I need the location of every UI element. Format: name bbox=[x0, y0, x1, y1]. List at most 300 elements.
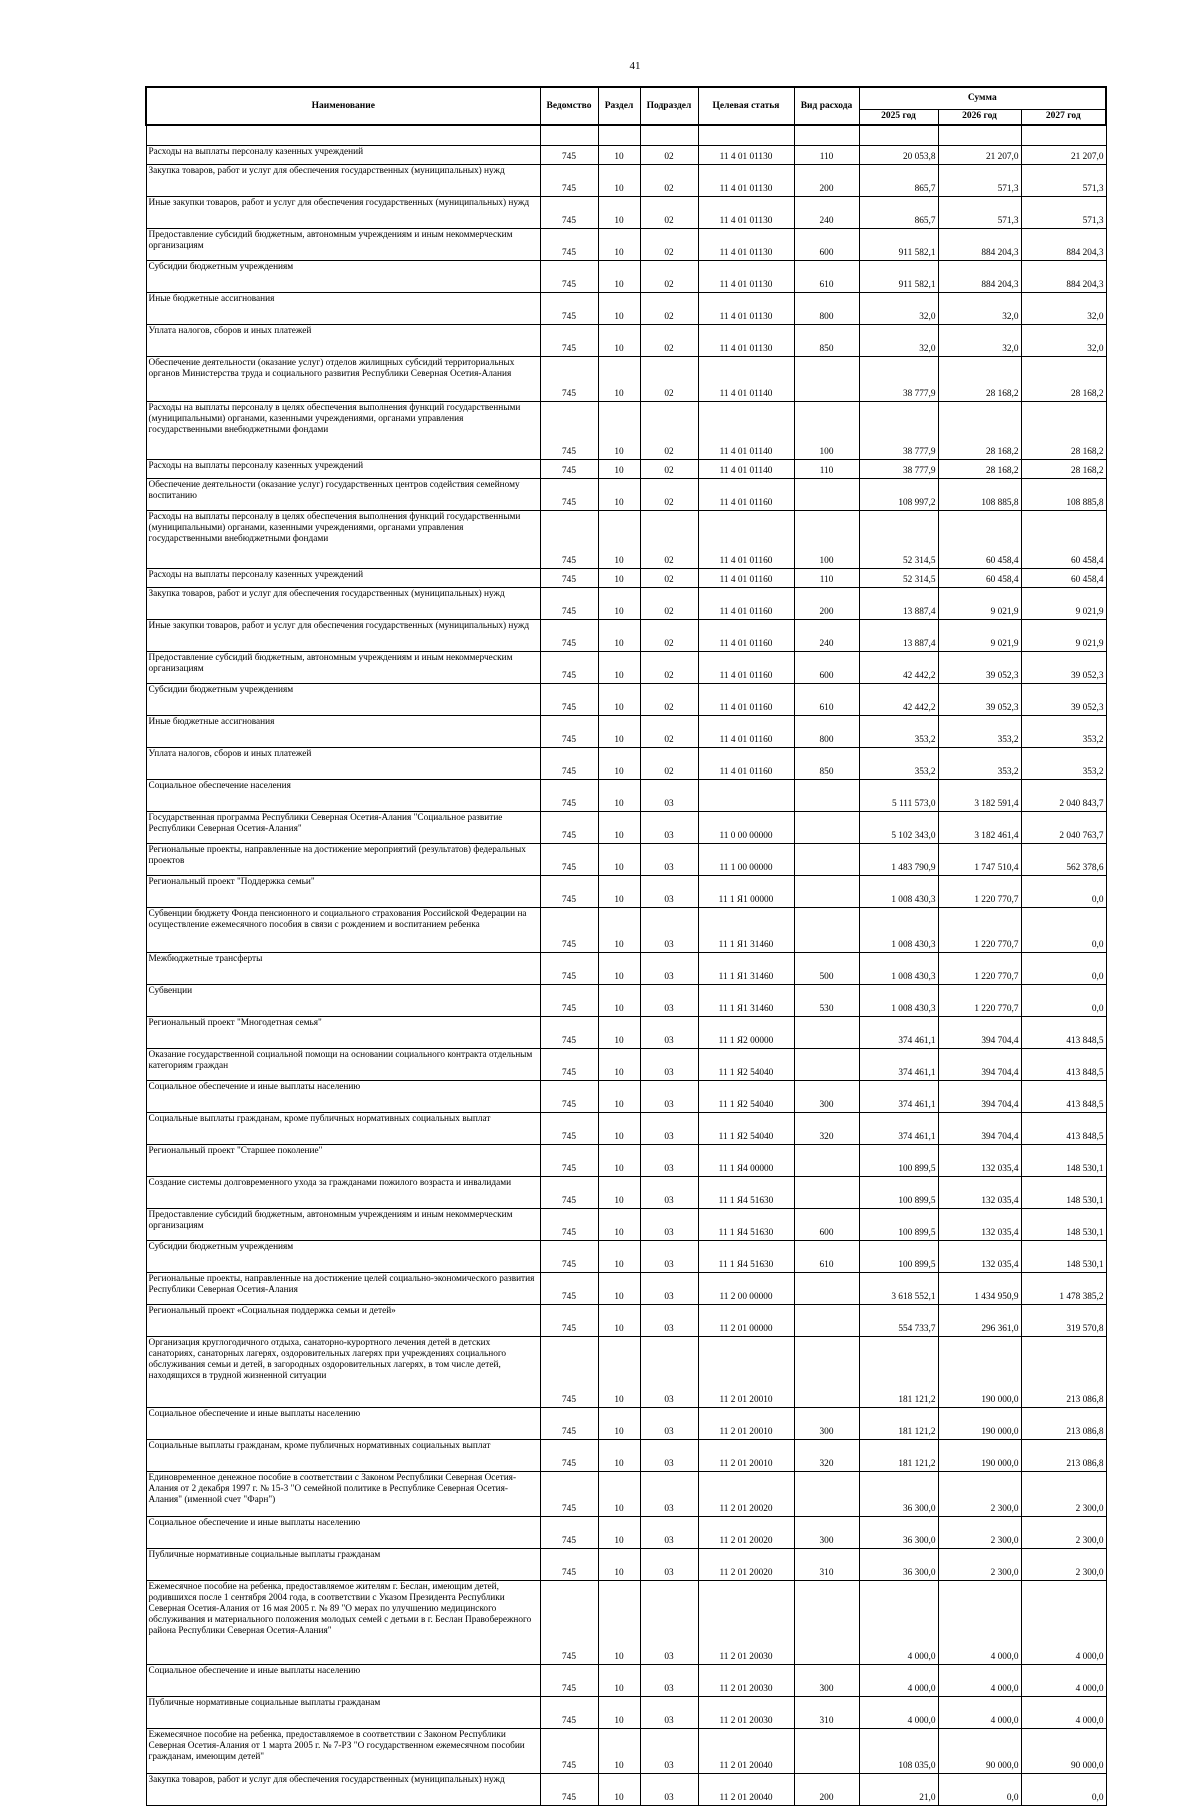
table-row bbox=[146, 1440, 1106, 1472]
row-2025: 374 461,1 bbox=[859, 1017, 938, 1049]
row-ved: 745 bbox=[540, 1273, 598, 1305]
row-razdel: 10 bbox=[598, 293, 640, 325]
row-2025: 1 008 430,3 bbox=[859, 876, 938, 908]
row-razdel: 10 bbox=[598, 1273, 640, 1305]
row-2027: 28 168,2 bbox=[1021, 402, 1106, 460]
row-2026: 28 168,2 bbox=[938, 357, 1021, 402]
row-cel: 11 4 01 01140 bbox=[698, 460, 794, 479]
row-podrazdel: 02 bbox=[640, 402, 698, 460]
table-row bbox=[146, 357, 1106, 402]
row-cel: 11 4 01 01130 bbox=[698, 293, 794, 325]
table-row bbox=[146, 1177, 1106, 1209]
row-2027: 4 000,0 bbox=[1021, 1665, 1106, 1697]
row-2025: 108 997,2 bbox=[859, 479, 938, 511]
row-ved: 745 bbox=[540, 620, 598, 652]
row-cel: 11 4 01 01160 bbox=[698, 652, 794, 684]
row-podrazdel: 03 bbox=[640, 1273, 698, 1305]
row-vid: 200 bbox=[794, 588, 859, 620]
table-row bbox=[146, 1774, 1106, 1806]
row-vid bbox=[794, 1337, 859, 1408]
row-cel: 11 4 01 01130 bbox=[698, 146, 794, 165]
header-year-2027: 2027 год bbox=[1021, 109, 1106, 125]
table-row bbox=[146, 1049, 1106, 1081]
row-vid: 850 bbox=[794, 748, 859, 780]
row-2027: 148 530,1 bbox=[1021, 1177, 1106, 1209]
row-2025: 38 777,9 bbox=[859, 402, 938, 460]
row-2027: 28 168,2 bbox=[1021, 357, 1106, 402]
row-razdel: 10 bbox=[598, 1049, 640, 1081]
row-ved: 745 bbox=[540, 165, 598, 197]
row-vid: 200 bbox=[794, 165, 859, 197]
row-2025: 36 300,0 bbox=[859, 1472, 938, 1517]
row-podrazdel: 02 bbox=[640, 652, 698, 684]
row-cel: 11 2 01 20020 bbox=[698, 1517, 794, 1549]
row-vid: 110 bbox=[794, 460, 859, 479]
table-row bbox=[146, 985, 1106, 1017]
row-2027: 148 530,1 bbox=[1021, 1145, 1106, 1177]
row-podrazdel: 03 bbox=[640, 908, 698, 953]
row-razdel: 10 bbox=[598, 1177, 640, 1209]
table-row bbox=[146, 953, 1106, 985]
row-name: Уплата налогов, сборов и иных платежей bbox=[146, 748, 540, 780]
row-2027: 353,2 bbox=[1021, 748, 1106, 780]
row-cel: 11 0 00 00000 bbox=[698, 812, 794, 844]
table-row bbox=[146, 812, 1106, 844]
row-cel: 11 2 01 20010 bbox=[698, 1408, 794, 1440]
row-2025: 353,2 bbox=[859, 748, 938, 780]
row-razdel: 10 bbox=[598, 1774, 640, 1806]
row-name: Расходы на выплаты персоналу в целях обеспечения выполнения функций государственными (муниципальными) органами, казенными учреждениями, органами управления государственными внебюджетными фондами bbox=[146, 402, 540, 460]
row-razdel: 10 bbox=[598, 1081, 640, 1113]
table-row bbox=[146, 1145, 1106, 1177]
row-name: Предоставление субсидий бюджетным, автономным учреждениям и иным некоммерческим организациям bbox=[146, 652, 540, 684]
row-name: Субсидии бюджетным учреждениям bbox=[146, 261, 540, 293]
row-ved: 745 bbox=[540, 1517, 598, 1549]
row-ved: 745 bbox=[540, 876, 598, 908]
row-name: Обеспечение деятельности (оказание услуг) государственных центров содействия семейному воспитанию bbox=[146, 479, 540, 511]
row-razdel: 10 bbox=[598, 620, 640, 652]
row-2025: 38 777,9 bbox=[859, 357, 938, 402]
row-razdel: 10 bbox=[598, 402, 640, 460]
row-razdel: 10 bbox=[598, 1665, 640, 1697]
row-2026: 60 458,4 bbox=[938, 569, 1021, 588]
header-ved: Ведомство bbox=[540, 87, 598, 125]
row-ved: 745 bbox=[540, 1581, 598, 1665]
row-podrazdel: 03 bbox=[640, 1017, 698, 1049]
row-vid: 800 bbox=[794, 716, 859, 748]
table-row bbox=[146, 1113, 1106, 1145]
row-ved: 745 bbox=[540, 985, 598, 1017]
row-name: Социальное обеспечение и иные выплаты населению bbox=[146, 1517, 540, 1549]
row-ved: 745 bbox=[540, 261, 598, 293]
row-cel: 11 1 Я2 00000 bbox=[698, 1017, 794, 1049]
row-2027: 2 300,0 bbox=[1021, 1472, 1106, 1517]
row-2027: 0,0 bbox=[1021, 985, 1106, 1017]
row-name: Публичные нормативные социальные выплаты гражданам bbox=[146, 1549, 540, 1581]
row-2025: 374 461,1 bbox=[859, 1113, 938, 1145]
row-vid bbox=[794, 1472, 859, 1517]
header-summa: Сумма bbox=[859, 87, 1106, 109]
table-row bbox=[146, 1697, 1106, 1729]
row-ved: 745 bbox=[540, 229, 598, 261]
row-razdel: 10 bbox=[598, 985, 640, 1017]
row-cel: 11 1 Я2 54040 bbox=[698, 1081, 794, 1113]
row-2026: 132 035,4 bbox=[938, 1241, 1021, 1273]
row-2027: 28 168,2 bbox=[1021, 460, 1106, 479]
row-name: Расходы на выплаты персоналу казенных учреждений bbox=[146, 460, 540, 479]
table-row bbox=[146, 146, 1106, 165]
page-number: 41 bbox=[629, 60, 641, 72]
row-2027: 1 478 385,2 bbox=[1021, 1273, 1106, 1305]
row-2025: 36 300,0 bbox=[859, 1549, 938, 1581]
row-name: Расходы на выплаты персоналу казенных учреждений bbox=[146, 569, 540, 588]
row-2027: 413 848,5 bbox=[1021, 1113, 1106, 1145]
row-ved: 745 bbox=[540, 588, 598, 620]
row-cel: 11 4 01 01160 bbox=[698, 588, 794, 620]
row-vid: 600 bbox=[794, 1209, 859, 1241]
row-name: Региональные проекты, направленные на достижение целей социально-экономического развития Республики Северная Осетия-Алания bbox=[146, 1273, 540, 1305]
row-2026: 190 000,0 bbox=[938, 1440, 1021, 1472]
row-podrazdel: 02 bbox=[640, 620, 698, 652]
table-row bbox=[146, 1017, 1106, 1049]
row-2026: 1 747 510,4 bbox=[938, 844, 1021, 876]
row-2027: 213 086,8 bbox=[1021, 1408, 1106, 1440]
row-2025: 4 000,0 bbox=[859, 1581, 938, 1665]
table-row bbox=[146, 748, 1106, 780]
row-podrazdel: 03 bbox=[640, 985, 698, 1017]
table-row bbox=[146, 1549, 1106, 1581]
row-ved: 745 bbox=[540, 402, 598, 460]
row-podrazdel: 02 bbox=[640, 261, 698, 293]
row-name: Социальные выплаты гражданам, кроме публичных нормативных социальных выплат bbox=[146, 1113, 540, 1145]
table-row bbox=[146, 325, 1106, 357]
row-vid: 310 bbox=[794, 1549, 859, 1581]
row-2027: 32,0 bbox=[1021, 293, 1106, 325]
row-razdel: 10 bbox=[598, 908, 640, 953]
row-2026: 32,0 bbox=[938, 293, 1021, 325]
table-row bbox=[146, 684, 1106, 716]
row-2025: 3 618 552,1 bbox=[859, 1273, 938, 1305]
row-vid: 110 bbox=[794, 569, 859, 588]
table-row bbox=[146, 1241, 1106, 1273]
row-2026: 21 207,0 bbox=[938, 146, 1021, 165]
row-cel: 11 2 01 00000 bbox=[698, 1305, 794, 1337]
row-ved: 745 bbox=[540, 1241, 598, 1273]
table-row bbox=[146, 1209, 1106, 1241]
row-2026: 32,0 bbox=[938, 325, 1021, 357]
table-row bbox=[146, 716, 1106, 748]
row-cel: 11 1 Я4 00000 bbox=[698, 1145, 794, 1177]
row-podrazdel: 02 bbox=[640, 325, 698, 357]
table-row bbox=[146, 1408, 1106, 1440]
header-razdel: Раздел bbox=[598, 87, 640, 125]
row-2026: 571,3 bbox=[938, 165, 1021, 197]
row-ved: 745 bbox=[540, 511, 598, 569]
row-ved: 745 bbox=[540, 748, 598, 780]
row-vid: 500 bbox=[794, 953, 859, 985]
row-razdel: 10 bbox=[598, 1113, 640, 1145]
row-ved: 745 bbox=[540, 1729, 598, 1774]
table-row bbox=[146, 1581, 1106, 1665]
row-2026: 296 361,0 bbox=[938, 1305, 1021, 1337]
row-name: Социальные выплаты гражданам, кроме публичных нормативных социальных выплат bbox=[146, 1440, 540, 1472]
row-vid: 800 bbox=[794, 293, 859, 325]
row-name: Социальное обеспечение и иные выплаты населению bbox=[146, 1665, 540, 1697]
row-2025: 1 008 430,3 bbox=[859, 908, 938, 953]
row-cel: 11 2 01 20010 bbox=[698, 1337, 794, 1408]
row-vid: 240 bbox=[794, 620, 859, 652]
row-name: Субвенции bbox=[146, 985, 540, 1017]
row-name: Субсидии бюджетным учреждениям bbox=[146, 1241, 540, 1273]
row-ved: 745 bbox=[540, 1209, 598, 1241]
row-cel: 11 1 Я2 54040 bbox=[698, 1113, 794, 1145]
row-ved: 745 bbox=[540, 1177, 598, 1209]
row-2026: 190 000,0 bbox=[938, 1408, 1021, 1440]
row-razdel: 10 bbox=[598, 1305, 640, 1337]
row-ved: 745 bbox=[540, 293, 598, 325]
row-vid bbox=[794, 812, 859, 844]
row-razdel: 10 bbox=[598, 1517, 640, 1549]
table-row bbox=[146, 1305, 1106, 1337]
row-vid: 610 bbox=[794, 1241, 859, 1273]
row-2025: 554 733,7 bbox=[859, 1305, 938, 1337]
row-2027: 319 570,8 bbox=[1021, 1305, 1106, 1337]
row-podrazdel: 03 bbox=[640, 953, 698, 985]
row-cel: 11 4 01 01160 bbox=[698, 684, 794, 716]
table-row bbox=[146, 908, 1106, 953]
row-vid: 100 bbox=[794, 402, 859, 460]
table-row bbox=[146, 261, 1106, 293]
row-podrazdel: 02 bbox=[640, 460, 698, 479]
row-vid bbox=[794, 876, 859, 908]
row-podrazdel: 03 bbox=[640, 1517, 698, 1549]
row-cel: 11 2 00 00000 bbox=[698, 1273, 794, 1305]
row-ved: 745 bbox=[540, 325, 598, 357]
row-ved: 745 bbox=[540, 1440, 598, 1472]
row-razdel: 10 bbox=[598, 844, 640, 876]
row-name: Иные закупки товаров, работ и услуг для обеспечения государственных (муниципальных) нужд bbox=[146, 620, 540, 652]
row-podrazdel: 03 bbox=[640, 876, 698, 908]
row-razdel: 10 bbox=[598, 357, 640, 402]
row-ved: 745 bbox=[540, 1145, 598, 1177]
row-2025: 52 314,5 bbox=[859, 569, 938, 588]
row-2027: 884 204,3 bbox=[1021, 229, 1106, 261]
row-2026: 394 704,4 bbox=[938, 1113, 1021, 1145]
row-ved: 745 bbox=[540, 146, 598, 165]
row-name: Межбюджетные трансферты bbox=[146, 953, 540, 985]
row-ved: 745 bbox=[540, 1697, 598, 1729]
row-2026: 4 000,0 bbox=[938, 1697, 1021, 1729]
row-2027: 9 021,9 bbox=[1021, 620, 1106, 652]
row-name: Государственная программа Республики Северная Осетия-Алания "Социальное развитие Республики Северная Осетия-Алания" bbox=[146, 812, 540, 844]
row-2027: 2 300,0 bbox=[1021, 1517, 1106, 1549]
row-podrazdel: 02 bbox=[640, 197, 698, 229]
row-razdel: 10 bbox=[598, 261, 640, 293]
table-row bbox=[146, 402, 1106, 460]
row-cel: 11 4 01 01160 bbox=[698, 748, 794, 780]
table-row bbox=[146, 652, 1106, 684]
row-cel: 11 1 00 00000 bbox=[698, 844, 794, 876]
row-cel: 11 4 01 01160 bbox=[698, 620, 794, 652]
row-podrazdel: 02 bbox=[640, 165, 698, 197]
row-vid bbox=[794, 1145, 859, 1177]
row-name: Единовременное денежное пособие в соответствии с Законом Республики Северная Осетия-Алания от 2 декабря 1997 г. № 15-3 "О семейной политике в Республике Северная Осетия-Алания" (именной счет "Фарн") bbox=[146, 1472, 540, 1517]
table-row bbox=[146, 1472, 1106, 1517]
row-name: Иные закупки товаров, работ и услуг для обеспечения государственных (муниципальных) нужд bbox=[146, 197, 540, 229]
row-name: Предоставление субсидий бюджетным, автономным учреждениям и иным некоммерческим организациям bbox=[146, 1209, 540, 1241]
row-razdel: 10 bbox=[598, 165, 640, 197]
row-cel: 11 4 01 01130 bbox=[698, 165, 794, 197]
row-cel: 11 2 01 20010 bbox=[698, 1440, 794, 1472]
table-row bbox=[146, 1273, 1106, 1305]
row-2026: 108 885,8 bbox=[938, 479, 1021, 511]
row-2027: 60 458,4 bbox=[1021, 569, 1106, 588]
row-razdel: 10 bbox=[598, 1581, 640, 1665]
row-2026: 1 220 770,7 bbox=[938, 953, 1021, 985]
row-2027: 90 000,0 bbox=[1021, 1729, 1106, 1774]
row-vid: 200 bbox=[794, 1774, 859, 1806]
row-2025: 5 111 573,0 bbox=[859, 780, 938, 812]
row-cel: 11 4 01 01130 bbox=[698, 261, 794, 293]
row-podrazdel: 03 bbox=[640, 1697, 698, 1729]
row-2026: 4 000,0 bbox=[938, 1665, 1021, 1697]
row-2025: 100 899,5 bbox=[859, 1177, 938, 1209]
row-2026: 394 704,4 bbox=[938, 1017, 1021, 1049]
row-name: Региональные проекты, направленные на достижение мероприятий (результатов) федеральных проектов bbox=[146, 844, 540, 876]
row-vid: 320 bbox=[794, 1113, 859, 1145]
row-2027: 4 000,0 bbox=[1021, 1697, 1106, 1729]
row-2027: 39 052,3 bbox=[1021, 684, 1106, 716]
row-2026: 394 704,4 bbox=[938, 1049, 1021, 1081]
row-podrazdel: 03 bbox=[640, 1241, 698, 1273]
row-razdel: 10 bbox=[598, 1440, 640, 1472]
row-podrazdel: 03 bbox=[640, 1581, 698, 1665]
row-ved: 745 bbox=[540, 357, 598, 402]
row-podrazdel: 03 bbox=[640, 1337, 698, 1408]
table-body bbox=[146, 125, 1106, 1806]
row-2025: 181 121,2 bbox=[859, 1440, 938, 1472]
row-2026: 39 052,3 bbox=[938, 684, 1021, 716]
row-vid: 300 bbox=[794, 1408, 859, 1440]
row-vid: 240 bbox=[794, 197, 859, 229]
row-ved: 745 bbox=[540, 1472, 598, 1517]
table-row bbox=[146, 197, 1106, 229]
row-razdel: 10 bbox=[598, 780, 640, 812]
row-name: Ежемесячное пособие на ребенка, предоставляемое жителям г. Беслан, имеющим детей, родившихся после 1 сентября 2004 года, в соответствии с Указом Президента Республики Северная Осетия-Алания от 16 мая 2005 г. № 89 "О мерах по улучшению медицинского обслуживания и материального положения молодых семей с детьми в г. Беслан Правобережного района Республики Северная Осетия-Алания" bbox=[146, 1581, 540, 1665]
row-2026: 190 000,0 bbox=[938, 1337, 1021, 1408]
row-name: Оказание государственной социальной помощи на основании социального контракта отдельным категориям граждан bbox=[146, 1049, 540, 1081]
row-ved: 745 bbox=[540, 1049, 598, 1081]
table-row bbox=[146, 844, 1106, 876]
row-podrazdel: 03 bbox=[640, 780, 698, 812]
row-podrazdel: 02 bbox=[640, 357, 698, 402]
row-cel: 11 2 01 20040 bbox=[698, 1729, 794, 1774]
row-vid: 300 bbox=[794, 1517, 859, 1549]
header-vid: Вид расхода bbox=[794, 87, 859, 125]
row-2027: 0,0 bbox=[1021, 908, 1106, 953]
row-ved: 745 bbox=[540, 569, 598, 588]
row-2025: 911 582,1 bbox=[859, 261, 938, 293]
row-cel: 11 4 01 01140 bbox=[698, 402, 794, 460]
row-2027: 4 000,0 bbox=[1021, 1581, 1106, 1665]
row-cel: 11 1 Я1 31460 bbox=[698, 953, 794, 985]
row-2025: 181 121,2 bbox=[859, 1337, 938, 1408]
row-ved: 745 bbox=[540, 652, 598, 684]
row-razdel: 10 bbox=[598, 684, 640, 716]
table-row bbox=[146, 588, 1106, 620]
row-2025: 5 102 343,0 bbox=[859, 812, 938, 844]
row-razdel: 10 bbox=[598, 1337, 640, 1408]
row-podrazdel: 03 bbox=[640, 1729, 698, 1774]
row-vid: 110 bbox=[794, 146, 859, 165]
row-2026: 2 300,0 bbox=[938, 1472, 1021, 1517]
row-2025: 20 053,8 bbox=[859, 146, 938, 165]
row-vid: 610 bbox=[794, 261, 859, 293]
header-year-2025: 2025 год bbox=[859, 109, 938, 125]
row-2026: 1 220 770,7 bbox=[938, 876, 1021, 908]
row-podrazdel: 03 bbox=[640, 1081, 698, 1113]
row-vid: 600 bbox=[794, 652, 859, 684]
row-cel bbox=[698, 780, 794, 812]
table-row bbox=[146, 511, 1106, 569]
row-2027: 9 021,9 bbox=[1021, 588, 1106, 620]
row-2025: 100 899,5 bbox=[859, 1209, 938, 1241]
row-2026: 3 182 591,4 bbox=[938, 780, 1021, 812]
table-row bbox=[146, 780, 1106, 812]
row-2025: 4 000,0 bbox=[859, 1697, 938, 1729]
row-2026: 353,2 bbox=[938, 748, 1021, 780]
row-ved: 745 bbox=[540, 684, 598, 716]
row-razdel: 10 bbox=[598, 748, 640, 780]
row-2027: 21 207,0 bbox=[1021, 146, 1106, 165]
row-2025: 32,0 bbox=[859, 293, 938, 325]
row-2026: 9 021,9 bbox=[938, 620, 1021, 652]
row-razdel: 10 bbox=[598, 652, 640, 684]
table-row bbox=[146, 1729, 1106, 1774]
row-2025: 1 483 790,9 bbox=[859, 844, 938, 876]
row-2025: 181 121,2 bbox=[859, 1408, 938, 1440]
table-header bbox=[146, 87, 1106, 125]
row-2025: 4 000,0 bbox=[859, 1665, 938, 1697]
row-2025: 865,7 bbox=[859, 165, 938, 197]
row-vid bbox=[794, 1305, 859, 1337]
row-2027: 2 040 843,7 bbox=[1021, 780, 1106, 812]
row-name: Расходы на выплаты персоналу казенных учреждений bbox=[146, 146, 540, 165]
row-cel: 11 2 01 20040 bbox=[698, 1774, 794, 1806]
row-2026: 571,3 bbox=[938, 197, 1021, 229]
row-2026: 0,0 bbox=[938, 1774, 1021, 1806]
row-cel: 11 4 01 01130 bbox=[698, 325, 794, 357]
row-ved: 745 bbox=[540, 1337, 598, 1408]
row-ved: 745 bbox=[540, 1305, 598, 1337]
row-podrazdel: 03 bbox=[640, 1549, 698, 1581]
row-name: Субвенции бюджету Фонда пенсионного и социального страхования Российской Федерации на осуществление ежемесячного пособия в связи с рождением и воспитанием ребенка bbox=[146, 908, 540, 953]
row-2025: 100 899,5 bbox=[859, 1145, 938, 1177]
row-vid bbox=[794, 1177, 859, 1209]
row-2026: 28 168,2 bbox=[938, 402, 1021, 460]
row-2026: 1 220 770,7 bbox=[938, 908, 1021, 953]
row-razdel: 10 bbox=[598, 511, 640, 569]
header-spacer-row bbox=[146, 125, 1106, 146]
row-vid bbox=[794, 844, 859, 876]
row-2025: 911 582,1 bbox=[859, 229, 938, 261]
row-2026: 132 035,4 bbox=[938, 1145, 1021, 1177]
row-ved: 745 bbox=[540, 1665, 598, 1697]
row-2026: 90 000,0 bbox=[938, 1729, 1021, 1774]
row-2026: 60 458,4 bbox=[938, 511, 1021, 569]
row-vid: 850 bbox=[794, 325, 859, 357]
row-vid bbox=[794, 1729, 859, 1774]
